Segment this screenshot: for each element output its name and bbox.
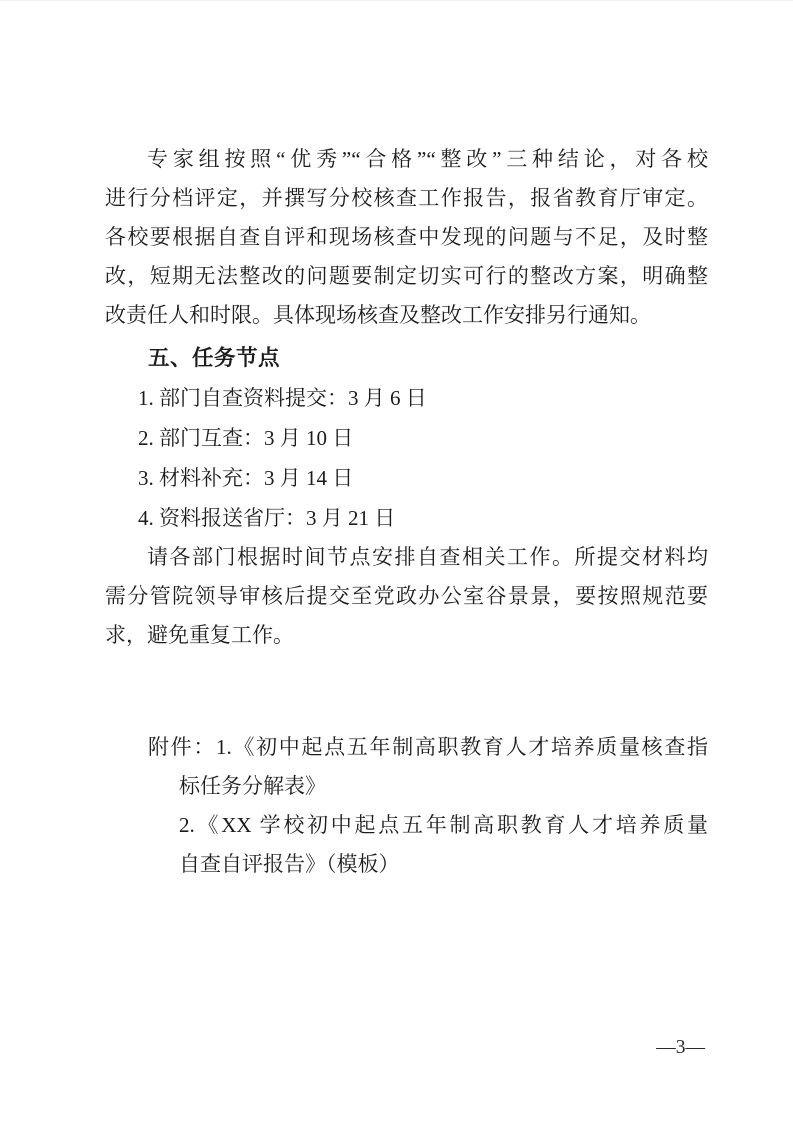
paragraph-line: 进行分档评定，并撰写分校核查工作报告，报省教育厅审定。 (105, 186, 708, 210)
paragraph-line: 求，避免重复工作。 (105, 623, 294, 647)
paragraph-line: 需分管院领导审核后提交至党政办公室谷景景，要按照规范要 (105, 584, 708, 608)
attachment-line: 标任务分解表》 (179, 774, 326, 798)
attachment-list (105, 728, 708, 884)
paragraph-line: 各校要根据自查自评和现场核查中发现的问题与不足，及时整 (105, 225, 708, 249)
paragraph-line: 请各部门根据时间节点安排自查相关工作。所提交材料均 (147, 545, 708, 569)
task-item: 2. 部门互查：3 月 10 日 (138, 426, 354, 450)
task-node-list (105, 378, 708, 538)
task-item: 3. 材料补充：3 月 14 日 (138, 466, 354, 490)
attachment-line: 自查自评报告》（模板） (179, 852, 400, 876)
paragraph-submission-instructions (105, 538, 708, 655)
paragraph-line: 专家组按照“优秀”“合格”“整改”三种结论，对各校 (147, 147, 708, 171)
page-number: —3— (656, 1037, 705, 1058)
task-item: 1. 部门自查资料提交：3 月 6 日 (138, 386, 427, 410)
section-heading-task-nodes: 五、任务节点 (148, 346, 281, 370)
paragraph-line: 改责任人和时限。具体现场核查及整改工作安排另行通知。 (105, 303, 651, 327)
document-body (105, 140, 708, 884)
attachment-line: 附件：1.《初中起点五年制高职教育人才培养质量核查指 (148, 735, 708, 759)
paragraph-line: 改，短期无法整改的问题要制定切实可行的整改方案，明确整 (105, 264, 708, 288)
paragraph-expert-review (105, 140, 708, 335)
attachment-line: 2.《XX 学校初中起点五年制高职教育人才培养质量 (179, 813, 708, 837)
attachment-item-1 (148, 728, 708, 806)
task-item: 4. 资料报送省厅：3 月 21 日 (138, 506, 396, 530)
attachment-item-2 (179, 806, 708, 884)
